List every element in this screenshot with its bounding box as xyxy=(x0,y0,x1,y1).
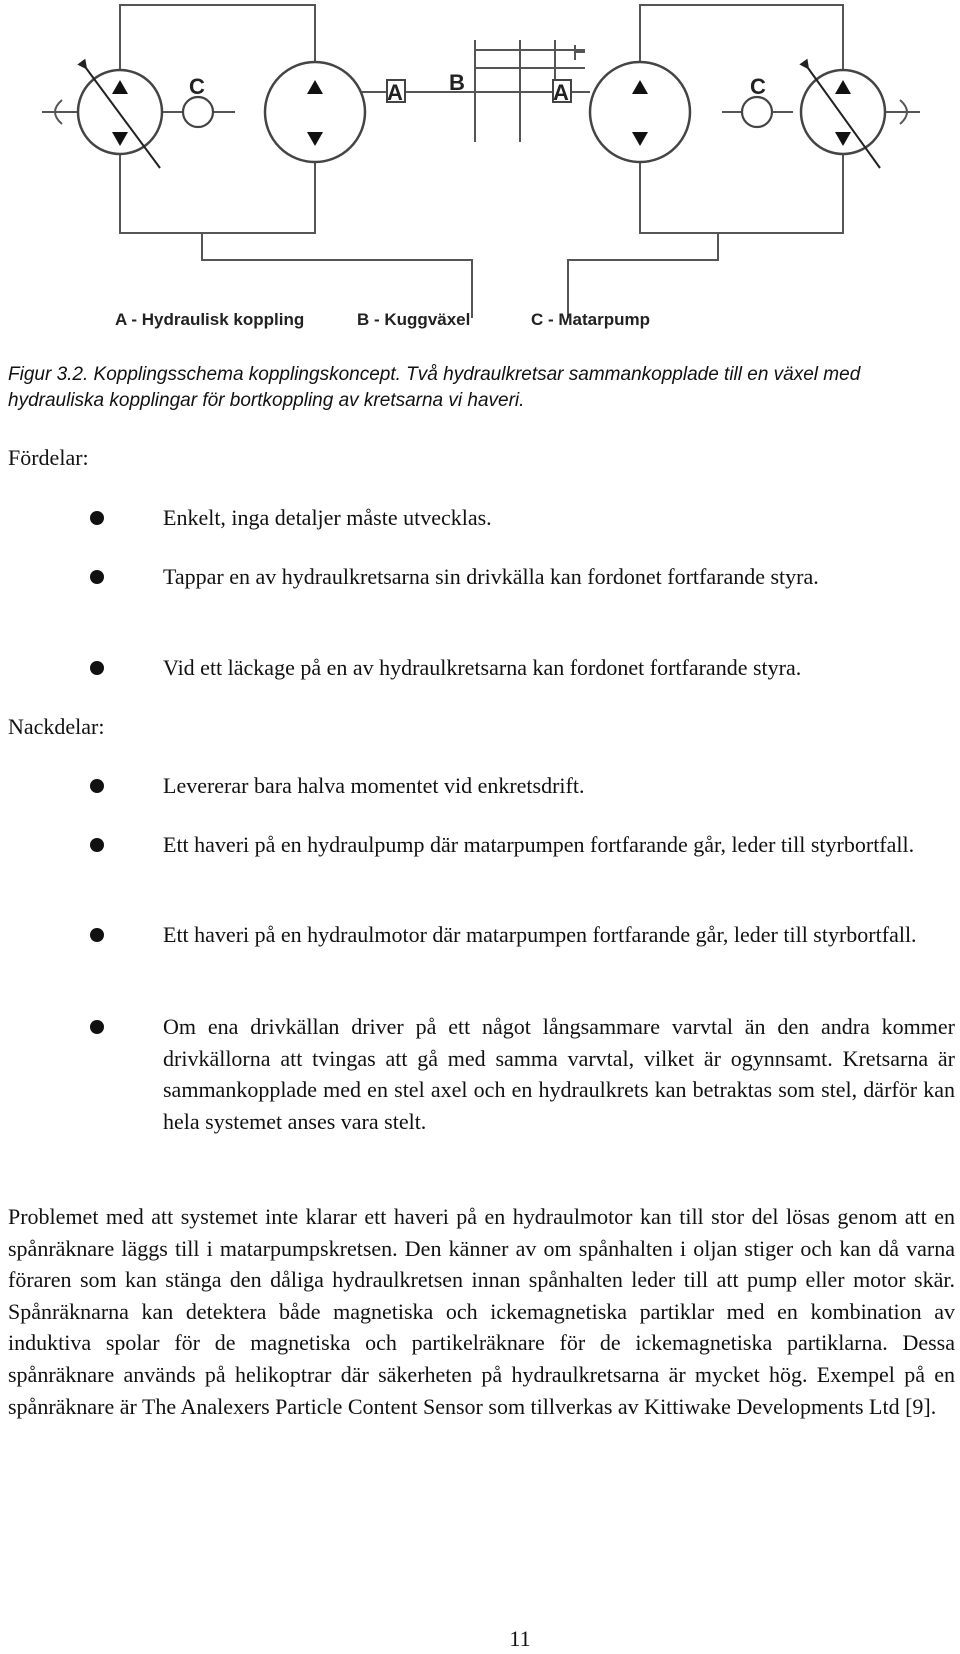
label-c-left: C xyxy=(189,74,205,99)
disadvantage-item: Om ena drivkällan driver på ett något långsammare varvtal än den andra kommer drivkällorna att tvingas att gå med samma varvtal, vilket är ogynnsamt. Kretsarna är sammankopplade med en stel axel och en hydraulkrets kan betraktas som stel, därför kan hela systemet anses vara stelt. xyxy=(163,1014,955,1134)
bullet-icon xyxy=(90,661,104,675)
body-paragraph: Problemet med att systemet inte klarar ett haveri på en hydraulmotor kan till stor del lösas genom att en spånräknare läggs till i matarpumpskretsen. Den känner av om spånhalten i oljan stiger och kan då varna föraren som kan stänga den dåliga hydraulkretsen innan spånhalten leder till att pump eller motor skär. Spånräknarna kan detektera både magnetiska och ickemagnetiska partiklar med en kombination av induktiva spolar för de magnetiska och partikelräknare för de ickemagnetiska partiklarna. Dessa spånräknare används på helikoptrar där säkerheten på hydraulkretsarna är mycket hög. Exempel på en spånräknare är The Analexers Particle Content Sensor som tillverkas av Kittiwake Developments Ltd [9]. xyxy=(8,1204,955,1419)
bullet-icon xyxy=(90,511,104,525)
legend-b: B - Kuggväxel xyxy=(357,310,471,329)
left-hydraulic-motor xyxy=(265,62,365,162)
disadvantage-item: Levererar bara halva momentet vid enkretsdrift. xyxy=(163,773,585,798)
disadvantage-item: Ett haveri på en hydraulmotor där matarpumpen fortfarande går, leder till styrbortfall. xyxy=(163,922,917,947)
advantage-item: Vid ett läckage på en av hydraulkretsarna kan fordonet fortfarande styra. xyxy=(163,655,802,680)
label-c-right: C xyxy=(750,74,766,99)
legend-a: A - Hydraulisk koppling xyxy=(115,310,305,329)
legend-c: C - Matarpump xyxy=(531,310,650,329)
disadvantage-item: Ett haveri på en hydraulpump där matarpumpen fortfarande går, leder till styrbortfall. xyxy=(163,832,915,857)
page-number: 11 xyxy=(509,1626,531,1651)
bullet-icon xyxy=(90,570,104,584)
bullet-icon xyxy=(90,779,104,793)
label-a-left: A xyxy=(387,80,403,105)
figure-caption: Figur 3.2. Kopplingsschema kopplingskoncept. Två hydraulkretsar sammankopplade till en växel med hydrauliska kopplingar för bortkoppling av kretsarna vi haveri. xyxy=(8,364,861,411)
hydraulic-coupling-diagram xyxy=(0,0,960,345)
advantage-item: Tappar en av hydraulkretsarna sin drivkälla kan fordonet fortfarande styra. xyxy=(163,564,819,589)
advantages-heading: Fördelar: xyxy=(8,445,89,470)
left-feed-pump xyxy=(183,97,213,127)
label-b: B xyxy=(449,70,465,95)
bullet-icon xyxy=(90,1020,104,1034)
bullet-icon xyxy=(90,928,104,942)
advantage-item: Enkelt, inga detaljer måste utvecklas. xyxy=(163,505,492,530)
disadvantages-heading: Nackdelar: xyxy=(8,714,105,739)
right-variable-pump xyxy=(801,68,885,168)
right-hydraulic-motor xyxy=(590,62,690,162)
label-a-right: A xyxy=(553,80,569,105)
bullet-icon xyxy=(90,838,104,852)
left-variable-pump xyxy=(78,68,162,168)
right-feed-pump xyxy=(742,97,772,127)
